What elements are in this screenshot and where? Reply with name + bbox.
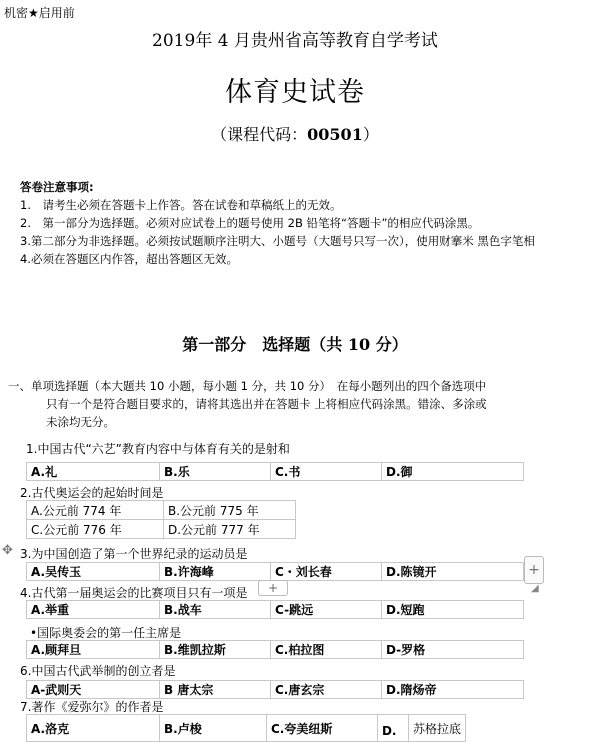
option-cell: B 唐太宗 [160, 681, 271, 699]
note-item: 3.第二部分为非选择题。必须按试题顺序注明大、小题号（大题号只写一次），使用财搴米 黑色字笔相 [20, 234, 535, 248]
question-5: •国际奥委会的第一任主席是 [30, 626, 182, 640]
option-cell: B.维凯拉斯 [160, 641, 271, 659]
question-3: 3.为中国创造了第一个世界纪录的运动员是 [20, 547, 248, 561]
section1-line: 未涂均无分。 [46, 415, 115, 429]
option-cell: C・刘长春 [271, 563, 382, 581]
option-cell: A.洛克 [27, 715, 160, 742]
section1-line: 一、单项选择题（本大题共 10 小题，每小题 1 分，共 10 分） 在每小题列出的四个备选项中 [8, 379, 487, 393]
confidential-mark: 机密★启用前 [4, 6, 75, 20]
options-table-4 [26, 600, 524, 619]
move-handle-icon[interactable]: ✥ [2, 543, 13, 558]
note-item: 1. 请考生必须在答题卡上作答。答在试卷和草稿纸上的无效。 [20, 198, 342, 212]
option-cell: A.举重 [27, 601, 160, 619]
option-cell: D.御 [382, 463, 524, 481]
question-6: 6.中国古代武举制的创立者是 [20, 664, 176, 678]
option-cell: C.柏拉图 [271, 641, 382, 659]
option-cell: B.乐 [160, 463, 271, 481]
notes-title: 答卷注意事项: [20, 180, 94, 194]
option-cell: D.隋炀帝 [382, 681, 524, 699]
option-cell: A.礼 [27, 463, 160, 481]
option-cell: A.吴传玉 [27, 563, 160, 581]
question-4: 4.古代第一届奥运会的比赛项目只有一项是 [20, 586, 248, 600]
option-cell: C.唐玄宗 [271, 681, 382, 699]
options-table-7 [26, 714, 466, 742]
option-cell: C-跳远 [271, 601, 382, 619]
add-column-button[interactable]: + [524, 556, 544, 584]
option-cell: D.公元前 777 年 [164, 520, 296, 539]
question-2: 2.古代奥运会的起始时间是 [20, 486, 164, 500]
add-row-button[interactable]: + [258, 580, 288, 596]
options-table-6 [26, 680, 524, 699]
question-1: 1.中国古代“六艺”教育内容中与体育有关的是射和 [26, 442, 290, 456]
paper-title: 体育史试卷 [225, 77, 365, 108]
option-cell: B.公元前 775 年 [164, 501, 296, 520]
section1-line: 只有一个是符合题目要求的，请将其选出并在答题卡 上将相应代码涂黑。错涂、多涂或 [46, 397, 487, 411]
options-table-1 [26, 462, 524, 481]
option-cell: D-罗格 [382, 641, 524, 659]
resize-handle-icon[interactable]: ◢ [531, 583, 539, 594]
option-cell: D.短跑 [382, 601, 524, 619]
option-cell: B.卢梭 [159, 715, 266, 742]
option-cell: C.公元前 776 年 [27, 520, 164, 539]
option-cell: 苏格拉底 [408, 715, 465, 742]
exam-header: 2019年 4 月贵州省高等教育自学考试 [152, 31, 438, 51]
option-cell: B.战车 [160, 601, 271, 619]
option-cell: D. [377, 715, 408, 742]
option-cell: D.陈镜开 [382, 563, 524, 581]
question-7: 7.著作《爱弥尔》的作者是 [20, 700, 164, 714]
option-cell: B.许海峰 [160, 563, 271, 581]
note-item: 2. 第一部分为选择题。必须对应试卷上的题号使用 2B 铅笔将“答题卡”的相应代码涂黑。 [20, 216, 480, 230]
options-table-5 [26, 640, 524, 659]
option-cell: A.公元前 774 年 [27, 501, 164, 520]
course-code-close: ） [362, 125, 379, 144]
options-table-2 [26, 500, 296, 539]
section1-instructions [8, 377, 548, 431]
course-code-label: （课程代码： [211, 125, 308, 144]
answer-notes [20, 178, 565, 268]
course-code-line [0, 122, 590, 145]
option-cell: C.书 [271, 463, 382, 481]
option-cell: C.夸美纽斯 [266, 715, 377, 742]
option-cell: A.顾拜旦 [27, 641, 160, 659]
course-code: 00501 [307, 125, 363, 144]
option-cell: A-武则天 [27, 681, 160, 699]
part1-title: 第一部分 选择题（共 10 分） [182, 335, 408, 354]
note-item: 4.必须在答题区内作答，超出答题区无效。 [20, 252, 238, 266]
options-table-3 [26, 562, 524, 581]
